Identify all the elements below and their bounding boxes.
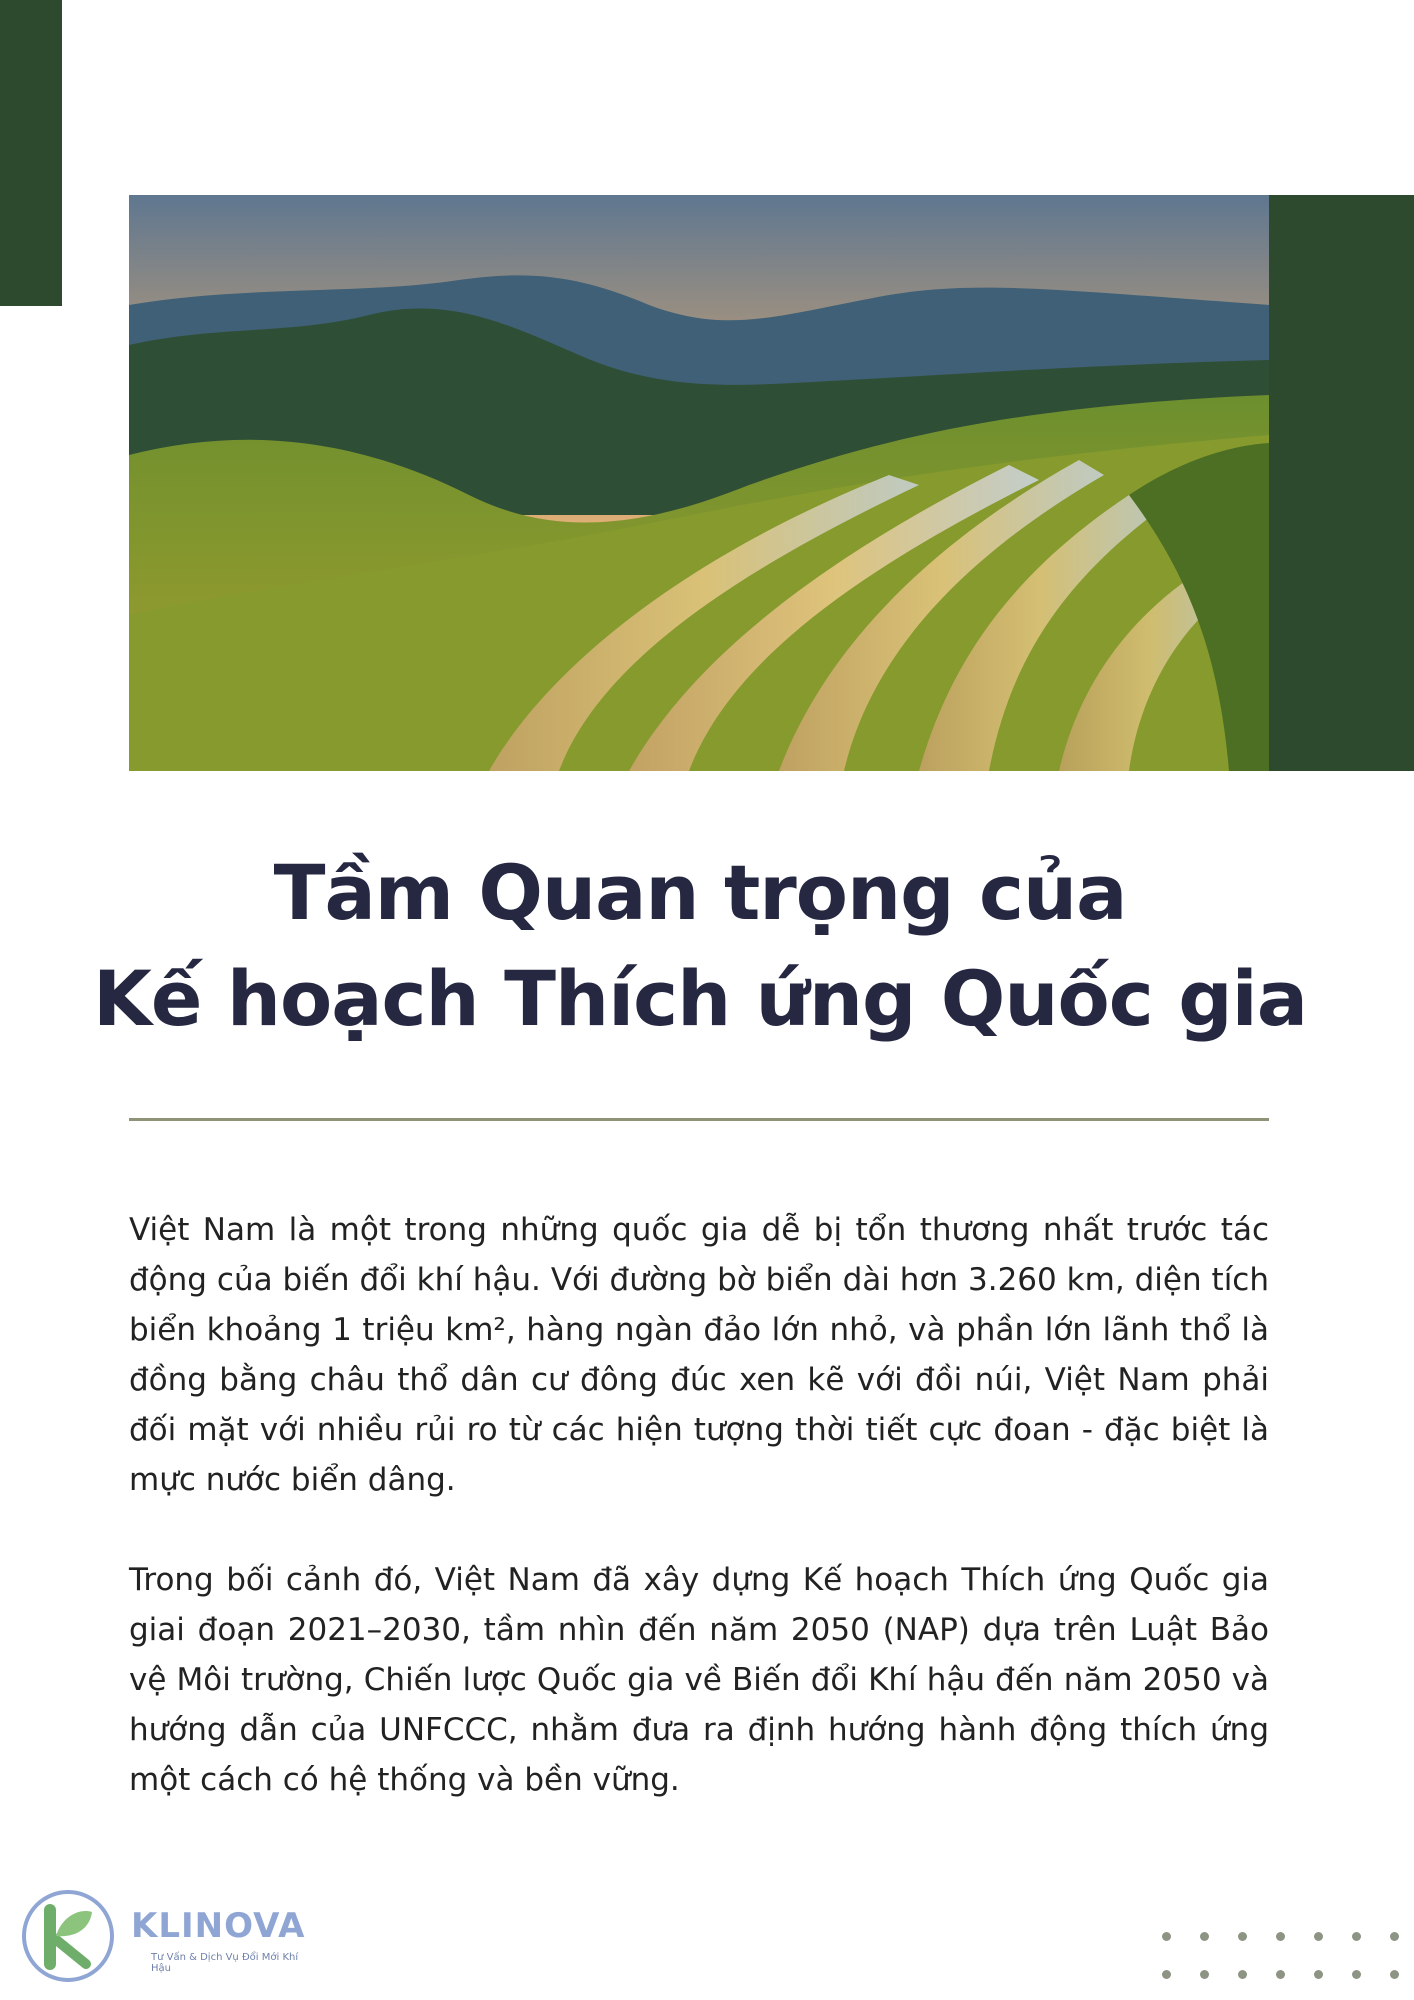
brand-tagline: Tư Vấn & Dịch Vụ Đổi Mới Khí Hậu: [151, 1952, 299, 1974]
decor-dot: [1276, 1932, 1285, 1941]
decor-dot: [1162, 1932, 1171, 1941]
brand-logo: [20, 1888, 320, 1988]
decor-dot: [1238, 1932, 1247, 1941]
decor-dot: [1390, 1970, 1399, 1979]
decor-dot: [1238, 1970, 1247, 1979]
brand-name: KLINOVA: [131, 1906, 306, 1946]
klinova-logo-icon: [20, 1888, 116, 1984]
decor-dot: [1162, 1970, 1171, 1979]
title-divider: [129, 1118, 1269, 1121]
decor-dot: [1352, 1932, 1361, 1941]
decor-dot: [1352, 1970, 1361, 1979]
decor-dot: [1200, 1932, 1209, 1941]
title-line-1: Tầm Quan trọng của: [273, 848, 1127, 937]
body-paragraph-1: Việt Nam là một trong những quốc gia dễ bị tổn thương nhất trước tác động của biến đổi khí hậu. Với đường bờ biển dài hơn 3.260 km, diện tích biển khoảng 1 triệu km², hàng ngàn đảo lớn nhỏ, và phần lớn lãnh thổ là đồng bằng châu thổ dân cư đông đúc xen kẽ với đồi núi, Việt Nam phải đối mặt với nhiều rủi ro từ các hiện tượng thời tiết cực đoan - đặc biệt là mực nước biển dâng.: [129, 1212, 1269, 1498]
decor-dot: [1276, 1970, 1285, 1979]
rice-terrace-photo: [129, 195, 1269, 771]
page-title: [0, 840, 1400, 1052]
accent-bar-left: [0, 0, 62, 306]
decor-dot: [1314, 1932, 1323, 1941]
body-paragraph-2: Trong bối cảnh đó, Việt Nam đã xây dựng Kế hoạch Thích ứng Quốc gia giai đoạn 2021–2030, tầm nhìn đến năm 2050 (NAP) dựa trên Luật Bảo vệ Môi trường, Chiến lược Quốc gia về Biến đổi Khí hậu đến năm 2050 và hướng dẫn của UNFCCC, nhằm đưa ra định hướng hành động thích ứng một cách có hệ thống và bền vững.: [129, 1562, 1269, 1798]
decor-dot: [1200, 1970, 1209, 1979]
decorative-dot-grid: [1162, 1928, 1414, 2000]
decor-dot: [1314, 1970, 1323, 1979]
title-line-2: Kế hoạch Thích ứng Quốc gia: [93, 954, 1307, 1043]
accent-bar-right: [1269, 195, 1414, 771]
decor-dot: [1390, 1932, 1399, 1941]
